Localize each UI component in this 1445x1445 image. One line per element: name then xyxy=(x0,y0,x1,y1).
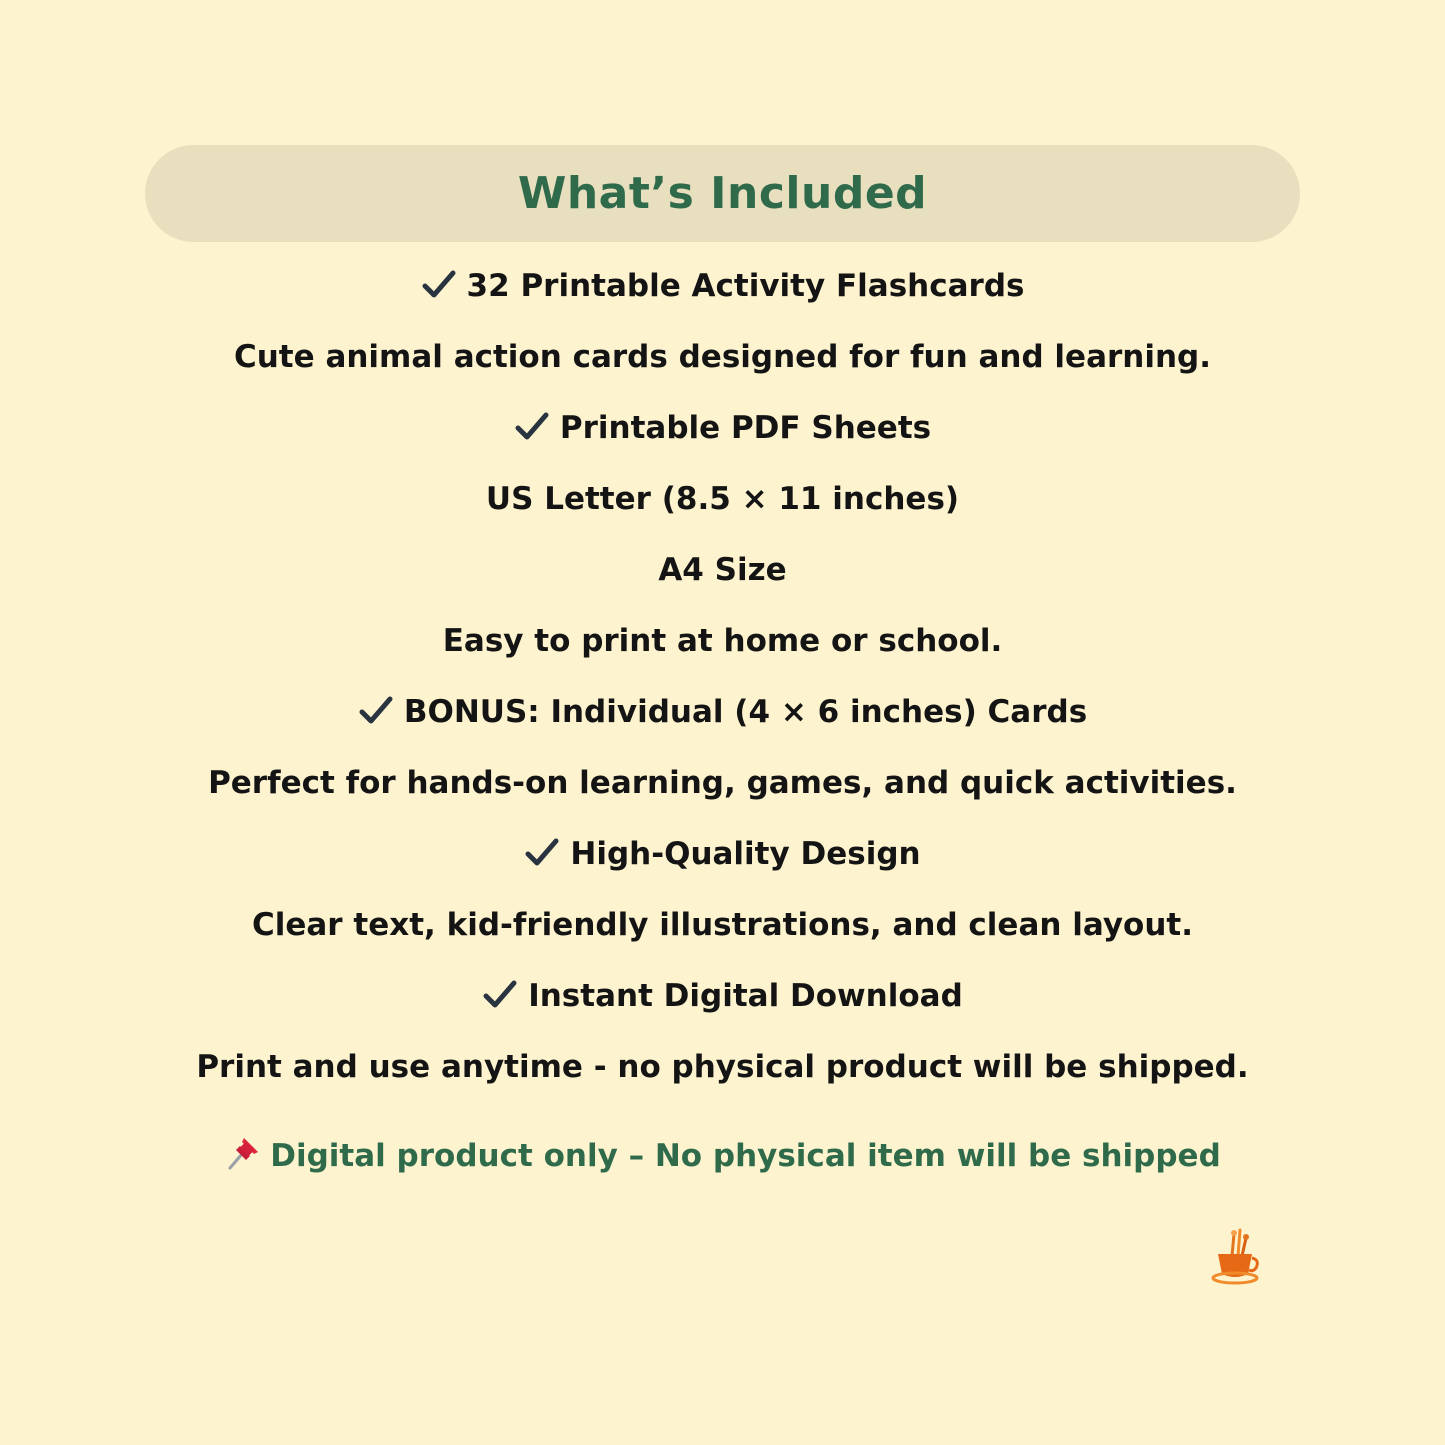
feature-description-text: Cute animal action cards designed for fun and learning. xyxy=(233,339,1212,375)
feature-heading-text: BONUS: Individual (4 × 6 inches) Cards xyxy=(403,694,1088,730)
feature-heading-text: 32 Printable Activity Flashcards xyxy=(466,268,1025,304)
feature-description xyxy=(0,1047,1445,1087)
feature-description xyxy=(0,763,1445,803)
feature-heading xyxy=(0,266,1445,306)
checkmark-icon xyxy=(358,694,394,726)
feature-description-text: A4 Size xyxy=(658,552,787,588)
page-title: What’s Included xyxy=(517,168,928,219)
feature-description-text: Print and use anytime - no physical product will be shipped. xyxy=(196,1049,1249,1085)
feature-description xyxy=(0,337,1445,377)
pushpin-icon xyxy=(224,1132,264,1172)
title-banner xyxy=(145,145,1300,242)
digital-note-text: Digital product only – No physical item will be shipped xyxy=(270,1138,1221,1174)
feature-description-text: US Letter (8.5 × 11 inches) xyxy=(485,481,960,517)
feature-heading xyxy=(0,834,1445,874)
feature-description xyxy=(0,550,1445,590)
feature-description xyxy=(0,905,1445,945)
feature-description xyxy=(0,621,1445,661)
feature-heading-text: Instant Digital Download xyxy=(528,978,963,1014)
checkmark-icon xyxy=(421,268,457,300)
feature-heading-text: Printable PDF Sheets xyxy=(559,410,932,446)
feature-heading-text: High-Quality Design xyxy=(570,836,921,872)
feature-description xyxy=(0,479,1445,519)
checkmark-icon xyxy=(514,410,550,442)
feature-heading xyxy=(0,692,1445,732)
feature-description-text: Easy to print at home or school. xyxy=(442,623,1003,659)
digital-note xyxy=(0,1132,1445,1178)
feature-description-text: Clear text, kid-friendly illustrations, and clean layout. xyxy=(251,907,1194,943)
checkmark-icon xyxy=(482,978,518,1010)
feature-heading xyxy=(0,976,1445,1016)
checkmark-icon xyxy=(524,836,560,868)
paint-cup-logo-icon xyxy=(1210,1226,1262,1286)
feature-heading xyxy=(0,408,1445,448)
feature-description-text: Perfect for hands-on learning, games, and quick activities. xyxy=(208,765,1237,801)
